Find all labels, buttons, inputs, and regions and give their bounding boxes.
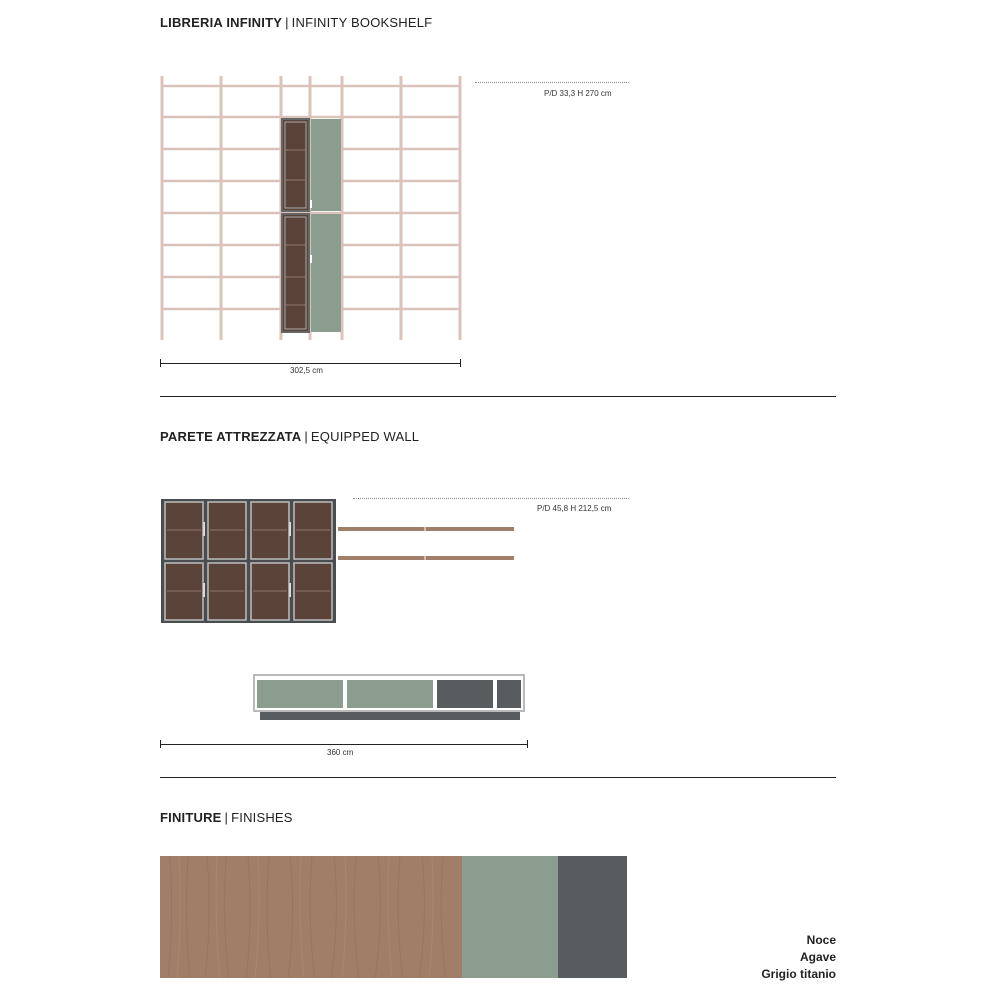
bookshelf-width-tick-right [460,359,461,367]
equipped-wall-heading [160,429,419,444]
equipped-wall-width-tick-left [160,740,161,748]
bookshelf-width-label: 302,5 cm [290,366,323,375]
equipped-wall-title-it: PARETE ATTREZZATA [160,429,302,444]
bookshelf-heading [160,15,432,30]
swatch-grigio-titanio [558,856,627,978]
section-divider-2 [160,777,836,778]
bookshelf-dimension-leader [475,82,629,83]
bookshelf-drawing [158,72,468,342]
equipped-wall-title-en: EQUIPPED WALL [310,429,420,444]
bookshelf-depth-height: P/D 33,3 H 270 cm [544,89,612,98]
equipped-wall-width-tick-right [527,740,528,748]
equipped-wall-title-separator: | [304,429,308,444]
equipped-wall-width-label: 360 cm [327,748,354,757]
bookshelf-title-en: INFINITY BOOKSHELF [291,15,433,30]
section-divider-1 [160,396,836,397]
bookshelf-glass-doors [282,119,309,332]
swatch-agave [462,856,558,978]
finishes-legend [761,932,836,983]
bookshelf-width-tick-left [160,359,161,367]
equipped-wall-dimension-leader [353,498,629,499]
bookshelf-title-it: LIBRERIA INFINITY [160,15,283,30]
finishes-heading [160,810,293,825]
bookshelf-agave-doors [310,119,341,332]
bookshelf-width-line [160,363,461,364]
finish-name-noce: Noce [806,933,836,947]
finish-name-grigio-titanio: Grigio titanio [761,967,836,981]
finishes-title-en: FINISHES [231,810,293,825]
equipped-wall-cabinets [160,498,340,624]
swatch-noce [160,856,462,978]
equipped-wall-shelves [336,524,516,564]
equipped-wall-depth-height: P/D 45,8 H 212,5 cm [537,504,612,513]
finishes-title-it: FINITURE [160,810,222,825]
equipped-wall-sideboard [252,673,527,723]
bookshelf-title-separator: | [285,15,289,30]
finishes-title-separator: | [224,810,229,825]
equipped-wall-width-line [160,744,528,745]
finish-name-agave: Agave [799,950,836,964]
finish-swatches [160,856,630,980]
